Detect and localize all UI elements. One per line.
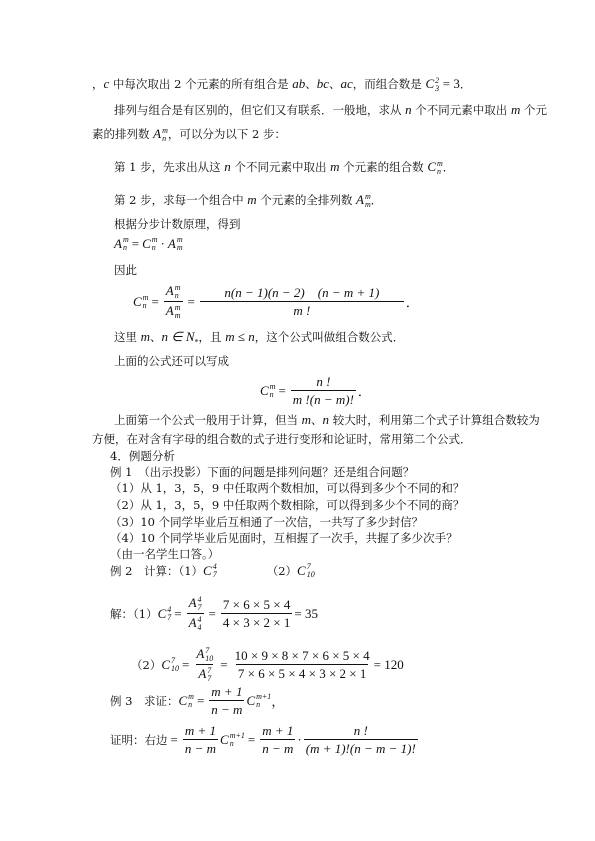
fraction-A-over-A: A m n A m m bbox=[165, 283, 181, 321]
text: ， bbox=[92, 77, 104, 91]
text: ． bbox=[442, 160, 455, 174]
text: 较大时，利用第二个式子计算组合数较为 bbox=[329, 413, 540, 427]
equals: = bbox=[170, 731, 178, 747]
math-C: C bbox=[133, 293, 142, 309]
text: 这里 bbox=[114, 330, 141, 344]
math-n-in-N: n ∈ N bbox=[161, 329, 195, 344]
math-m: m bbox=[301, 412, 312, 427]
math-m: m bbox=[140, 329, 151, 344]
math-n: n bbox=[405, 102, 412, 117]
math-m: m bbox=[510, 102, 521, 117]
equals: = bbox=[174, 605, 182, 621]
step-2: 第 2 步，求每一个组合中 m 个元素的全排列数 A m m ． bbox=[114, 192, 383, 209]
text: 例 2 计算：（1） bbox=[110, 564, 204, 578]
dot: · bbox=[297, 731, 302, 747]
also-text: 上面的公式还可以写成 bbox=[114, 354, 229, 368]
text: 个元 bbox=[520, 103, 548, 117]
math-C: C bbox=[427, 159, 436, 174]
fraction-m1-over-nm: $\frac{m + 1}{n - m}$ bbox=[184, 723, 217, 756]
text: （2） bbox=[266, 564, 298, 578]
math-A: A bbox=[114, 236, 122, 251]
therefore-text: 因此 bbox=[114, 263, 137, 277]
text: 、 bbox=[311, 413, 323, 427]
equals: = bbox=[196, 692, 205, 708]
fraction-product-over-mfact: $\frac{n(n - 1)(n - 2) (n - m + 1)}{m !}$ bbox=[200, 285, 404, 318]
question-4: （4）10 个同学毕业后见面时，互相握了一次手，共握了多少次手？ bbox=[110, 531, 458, 545]
fraction-A74-over-A44: A 4 7 A 4 4 bbox=[188, 595, 202, 633]
fraction-numeric-1: $\frac{7 \times 6 \times 5 \times 4}{4 \times 3 \times 2 \times 1}$ bbox=[222, 597, 291, 631]
text: 第 1 步，先求出从这 bbox=[114, 160, 225, 174]
math-C: C bbox=[203, 563, 212, 578]
solution-1: 解：（1） C 4 7 = A 4 7 A 4 4 = $\frac{7 \times 6 \times 5 \times 4}{4 \times 3 \times 2 \times 1}$ = 35 bbox=[110, 595, 318, 633]
example-2: 例 2 计算：（1） C 4 7 （2） C 7 10 bbox=[110, 562, 315, 579]
proof-line: 证明：右边 = $\frac{m + 1}{n - m}$ C m+1 n = $\frac{m + 1}{n - m}$ · $\frac{n !}{(m + 1)!(n - m - 1)!}$ bbox=[110, 723, 416, 756]
math-C: C bbox=[142, 236, 151, 251]
text: 证明：右边 bbox=[110, 732, 168, 747]
text: 、 bbox=[305, 77, 317, 91]
dot: · bbox=[160, 236, 165, 251]
text: 排列与组合是有区别的，但它们又有联系．一般地，求从 bbox=[114, 103, 406, 117]
period: ． bbox=[357, 384, 371, 399]
equals: = bbox=[220, 656, 228, 672]
math-C: C bbox=[297, 563, 306, 578]
math-A: A bbox=[167, 236, 176, 251]
math-ac: ac bbox=[340, 76, 353, 91]
result-35: = 35 bbox=[294, 605, 318, 621]
math-n: n bbox=[224, 159, 231, 174]
step-1: 第 1 步，先求出从这 n 个不同元素中取出 m 个元素的组合数 C m n ． bbox=[114, 159, 455, 176]
equals: = bbox=[208, 605, 216, 621]
question-5: （由一名学生口答。） bbox=[110, 547, 220, 561]
text: 例 3 求证： bbox=[110, 693, 179, 708]
text: 个不同元素中取出 bbox=[230, 160, 331, 174]
note-line-2: 方便，在对含有字母的组合数的式子进行变形和论证时，常用第二个公式． bbox=[92, 432, 472, 446]
equals: = bbox=[182, 656, 190, 672]
text: ，而组合数是 bbox=[352, 77, 426, 91]
fraction-factorial: $\frac{n !}{m !(n - m)!}$ bbox=[292, 374, 354, 407]
text: （2） bbox=[131, 657, 162, 672]
question-3: （3）10 个同学毕业后互相通了一次信，一共写了多少封信？ bbox=[110, 515, 424, 529]
math-C: C bbox=[425, 76, 435, 91]
star: * bbox=[194, 337, 199, 347]
comma: ， bbox=[271, 694, 285, 709]
text: 、 bbox=[150, 330, 162, 344]
text: ，这个公式叫做组合数公式． bbox=[254, 330, 405, 344]
math-C: C bbox=[260, 382, 269, 398]
text: 、 bbox=[329, 77, 341, 91]
math-C: C bbox=[246, 692, 256, 708]
text: 第 2 步，求每一个组合中 bbox=[114, 193, 248, 207]
rule-text: 根据分步计数原理，得到 bbox=[114, 217, 241, 231]
math-leq: m ≤ n bbox=[225, 329, 255, 344]
solution-2: （2） C 7 10 = A 7 10 A 7 7 = $\frac{10 \times 9 \times 8 \times 7 \times 6 \times 5 \times 4}{7 \times 6 \times 5 \times 4 \times 3 \times 2 \times 1}$ = 120 bbox=[131, 646, 404, 684]
text: ． bbox=[459, 77, 472, 91]
fraction-A107-over-A77: A 7 10 A 7 7 bbox=[196, 646, 214, 684]
math-n: n bbox=[322, 412, 330, 427]
math-C: C bbox=[161, 656, 170, 672]
fraction-numeric-2: $\frac{10 \times 9 \times 8 \times 7 \times 6 \times 5 \times 4}{7 \times 6 \times 5 \times 4 \times 3 \times 2 \times 1}$ bbox=[234, 648, 370, 682]
question-1: （1）从 1，3，5，9 中任取两个数相加，可以得到多少个不同的和？ bbox=[110, 481, 465, 495]
equals: = bbox=[247, 731, 256, 747]
math-A: A bbox=[356, 192, 364, 207]
math-m: m bbox=[330, 159, 340, 174]
conditions-line bbox=[114, 329, 405, 347]
formula-product: A m n = C m n · A m m bbox=[114, 235, 183, 252]
text: ，可以分为以下 2 步： bbox=[167, 127, 287, 141]
equals: = bbox=[187, 293, 195, 309]
equals: = bbox=[278, 382, 286, 398]
math-ab: ab bbox=[292, 76, 306, 91]
period: ． bbox=[405, 295, 419, 311]
equals: = bbox=[151, 293, 159, 309]
result-120: = 120 bbox=[373, 656, 404, 672]
text: 上面第一个公式一般用于计算，但当 bbox=[114, 413, 302, 427]
math-m: m bbox=[247, 192, 257, 207]
fraction-m1-over-nm: $\frac{m + 1}{n - m}$ bbox=[262, 723, 294, 756]
text: 个不同元素中取出 bbox=[411, 103, 511, 117]
formula-factorial: C m n = $\frac{n !}{m !(n - m)!}$ ． bbox=[260, 374, 371, 407]
paragraph-relation bbox=[114, 103, 547, 117]
example-3: 例 3 求证： C m n = $\frac{m + 1}{n - m}$ C m+1 n ， bbox=[110, 684, 285, 717]
paragraph-relation-2: 素的排列数 A m n ，可以分为以下 2 步： bbox=[92, 126, 287, 143]
math-A: A bbox=[153, 126, 162, 141]
fraction-nfact-over-prod: $\frac{n !}{(m + 1)!(n - m - 1)!}$ bbox=[305, 723, 416, 756]
text: 个元素的全排列数 bbox=[256, 193, 356, 207]
text: 解：（1） bbox=[110, 606, 158, 621]
math-C: C bbox=[157, 605, 167, 621]
math-c: c bbox=[103, 76, 110, 91]
math-C: C bbox=[220, 731, 229, 747]
equals: = bbox=[131, 236, 140, 251]
formula-combination: C m n = A m n A m m = $\frac{n(n - 1)(n - 2) (n - m + 1)}{m !}$ ． bbox=[133, 283, 419, 321]
text: 个元素的组合数 bbox=[339, 160, 428, 174]
math-C: C bbox=[178, 692, 188, 708]
section-4-heading: 4．例题分析 bbox=[110, 449, 175, 463]
text: ，且 bbox=[198, 330, 226, 344]
example-1: 例 1 （出示投影）下面的问题是排列问题？还是组合问题？ bbox=[110, 465, 415, 479]
text: ． bbox=[370, 193, 383, 207]
math-bc: bc bbox=[316, 76, 329, 91]
fraction-m1-over-nm: $\frac{m + 1}{n - m}$ bbox=[211, 684, 243, 717]
line-combinations-abc: ，c 中每次取出 2 个元素的所有组合是 ab、bc、ac，而组合数是 C 2 3 = 3． bbox=[92, 76, 472, 93]
math-eq3: = 3 bbox=[442, 76, 460, 91]
note-line-1 bbox=[114, 413, 540, 427]
text: 素的排列数 bbox=[92, 127, 154, 141]
text: 中每次取出 2 个元素的所有组合是 bbox=[109, 77, 293, 91]
question-2: （2）从 1，3，5，9 中任取两个数相除，可以得到多少个不同的商？ bbox=[110, 498, 465, 512]
